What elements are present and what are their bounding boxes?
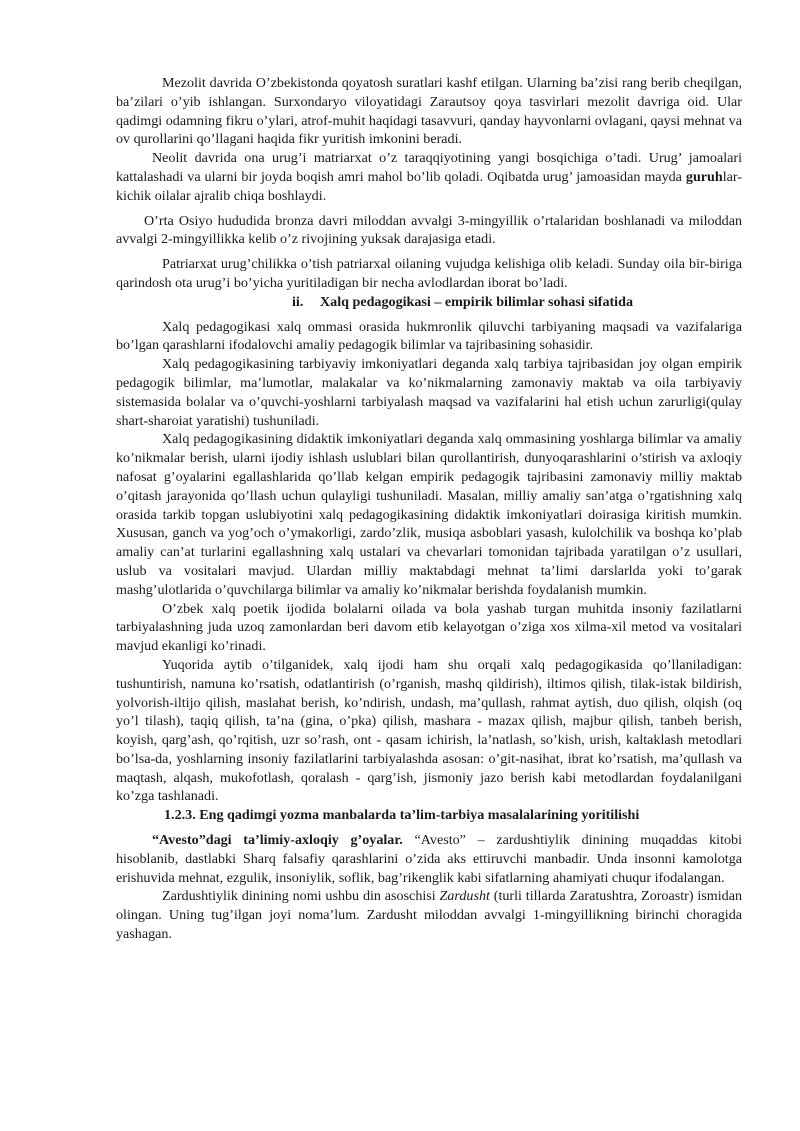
paragraph-mesolithic: Mezolit davrida O’zbekistonda qoyatosh suratlari kashf etilgan. Ularning ba’zisi rang berib cheqilgan, ba’zilari o’yib ishlangan. Surxondaryo viloyatidagi Zarautsoy qoya tasvirlari mezolit davriga oid. Ular qadimgi odamning fikru o’ylari, atrof-muhit haqidagi tasavvuri, qanday hayvonlarni ovlagani, qaysi mehnat va ov qurollarini qo’llagani haqida fikr yuritish imkonini beradi. [116, 75, 742, 148]
paragraph-bronze-age: O’rta Osiyo hududida bronza davri miloddan avvalgi 3-mingyillik o’rtalaridan boshlanadi va miloddan avvalgi 2-mingyillikka kelib o’z rivojining yuksak darajasiga etadi. [116, 212, 742, 248]
paragraph-poetic-creativity: O’zbek xalq poetik ijodida bolalarni oilada va bola yashab turgan muhitda insoniy fazilatlarni tarbiyalashning juda uzoq zamonlardan beri davom etib kelayotgan o’ziga xos xilma-xil metod va vositalari mavjud ekanligi ko’rinadi. [116, 600, 742, 655]
paragraph-didactic-potential: Xalq pedagogikasining didaktik imkoniyatlari deganda xalq ommasining yoshlarga bilimlar va amaliy ko’nikmalar berish, ularni ijodiy ishlash uslublari bilan qurollantirish, dunyoqarashlarini o’stirish va axloqiy nafosat g’oyalarini egallashlarida qo’llab kelgan empirik pedagogik tajribasini zamonaviy milliy maktab o’qitash jarayonida qo’llash uchun qulayligi tushuniladi. Masalan, milliy amaliy san’atga o’rgatishning xalq orasida tarkib topgan uslubiyotini xalq pedagogikasining didaktik imkoniyatlari doirasiga kiritish mumkin. Xususan, ganch va yog’och o’ymakorligi, zardo’zlik, musiqa asboblari yasash, kulolchilik va boshqa ko’plab amaliy can’at turlarini egallashning xalq ustalari va chevarlari tomonidan tajribada yaratilgan o’z usullari, uslub va vositalari mavjud. Ulardan milliy maktabdagi mehnat ta’limi darslarlda yoki to’garak mashg’ulotlarida o’quvchilarga bilimlar va amaliy ko’nikmalar berishda foydalanish mumkin. [116, 431, 742, 598]
paragraph-zoroaster [116, 887, 742, 943]
paragraph-folk-pedagogy-definition: Xalq pedagogikasi xalq ommasi orasida hukmronlik qiluvchi tarbiyaning maqsadi va vazifalariga bo’lgan qarashlarni ifodalovchi amaliy pedagogik bilimlar va tajribasining sohasidir. [116, 318, 742, 354]
paragraph-text: Neolit davrida ona urug’i matriarxat o’z taraqqiyotining yangi bosqichiga o’tadi. Urug’ jamoalari kattalashadi va ularni bir joyda boqish amri mahol bo’lib qoladi. Oqibatda urug’ jamoasidan mayda [116, 150, 742, 185]
paragraph-text: “Avesto” – zardushtiylik dinining muqaddas kitobi hisoblanib, dastlabki Sharq falsafiy qarashlarini o’zida aks ettiruvchi manbadir. Unda insonni kamolotga erishuvida mehnat, ezgulik, insoniylik, soflik, bag’rikenglik kabi sifatlarning ahamiyati chuqur ifodalangan. [116, 832, 742, 886]
paragraph-text: (turli tillarda Zaratushtra, Zoroastr) ismidan olingan. Uning tug’ilgan joyi noma’lum. Zardusht miloddan avvalgi 1-mingyillikning birinchi choragida yashagan. [116, 888, 742, 943]
heading-number: ii. [292, 293, 304, 310]
bold-word: guruh [685, 168, 723, 185]
paragraph-neolithic [116, 149, 742, 205]
avesto-lead-in: “Avesto”dagi ta’limiy-axloqiy g’oyalar. [152, 832, 403, 849]
paragraph-avesto [116, 831, 742, 887]
paragraph-text: Zardushtiylik dinining nomi ushbu din asoschisi [162, 888, 440, 905]
heading-text: Xalq pedagogikasi – empirik bilimlar sohasi sifatida [320, 293, 633, 310]
italic-name: Zardusht [439, 888, 490, 905]
document-page [116, 74, 742, 944]
paragraph-patriarchy: Patriarxat urug’chilikka o’tish patriarxal oilaning vujudga kelishiga olib keladi. Sunday oila bir-biriga qarindosh ota urug’i bo’yicha yuritiladigan bir necha avlodlardan iborat bo’ladi. [116, 256, 742, 291]
paragraph-text: lar-kichik oilalar ajralib chiqa boshlaydi. [116, 168, 742, 204]
section-heading-folk-pedagogy [116, 293, 742, 312]
section-heading-ancient-sources: 1.2.3. Eng qadimgi yozma manbalarda ta’lim-tarbiya masalalarining yoritilishi [164, 807, 640, 824]
paragraph-educational-potential: Xalq pedagogikasining tarbiyaviy imkoniyatlari deganda xalq tarbiya tajribasidan joy olgan empirik pedagogik bilimlar, ma’lumotlar, malakalar va ko’nikmalarning zamonaviy maktab va oila tarbiyaviy sistemasida bolalar va o’quvchi-yoshlarni tarbiyalash maqsad va vazifalarini hal etish uchun zarurligi(qulay shart-sharoiat yaratishi) tushuniladi. [116, 356, 742, 429]
paragraph-methods: Yuqorida aytib o’tilganidek, xalq ijodi ham shu orqali xalq pedagogikasida qo’llaniladigan: tushuntirish, namuna ko’rsatish, odatlantirish (o’rganish, mashq qildirish), iltimos qilish, tilak-istak bildirish, yolvorish-iltijo qilish, maslahat berish, ko’ndirish, undash, ma’qullash, rahmat aytish, duo qilish, olqish (oq yo’l tilash), taqiq qilish, ta’na (gina, o’pka) qilish, mashara - mazax qilish, majbur qilish, tanbeh berish, koyish, qarg’ash, qo’rqitish, uzr so’rash, ont - qasam ichirish, la’natlash, so’kish, urish, kaltaklash metodlari bo’lsa-da, yoshlarning insoniy fazilatlarini tarbiyalashda asosan: o’git-nasihat, ibrat ko’rsatish, ma’qullash va maqtash, alqash, mukofotlash, qoralash - qarg’ish, jismoniy jazo berish kabi metodlardan foydalanilgani ko’zga tashlanadi. [116, 656, 742, 805]
